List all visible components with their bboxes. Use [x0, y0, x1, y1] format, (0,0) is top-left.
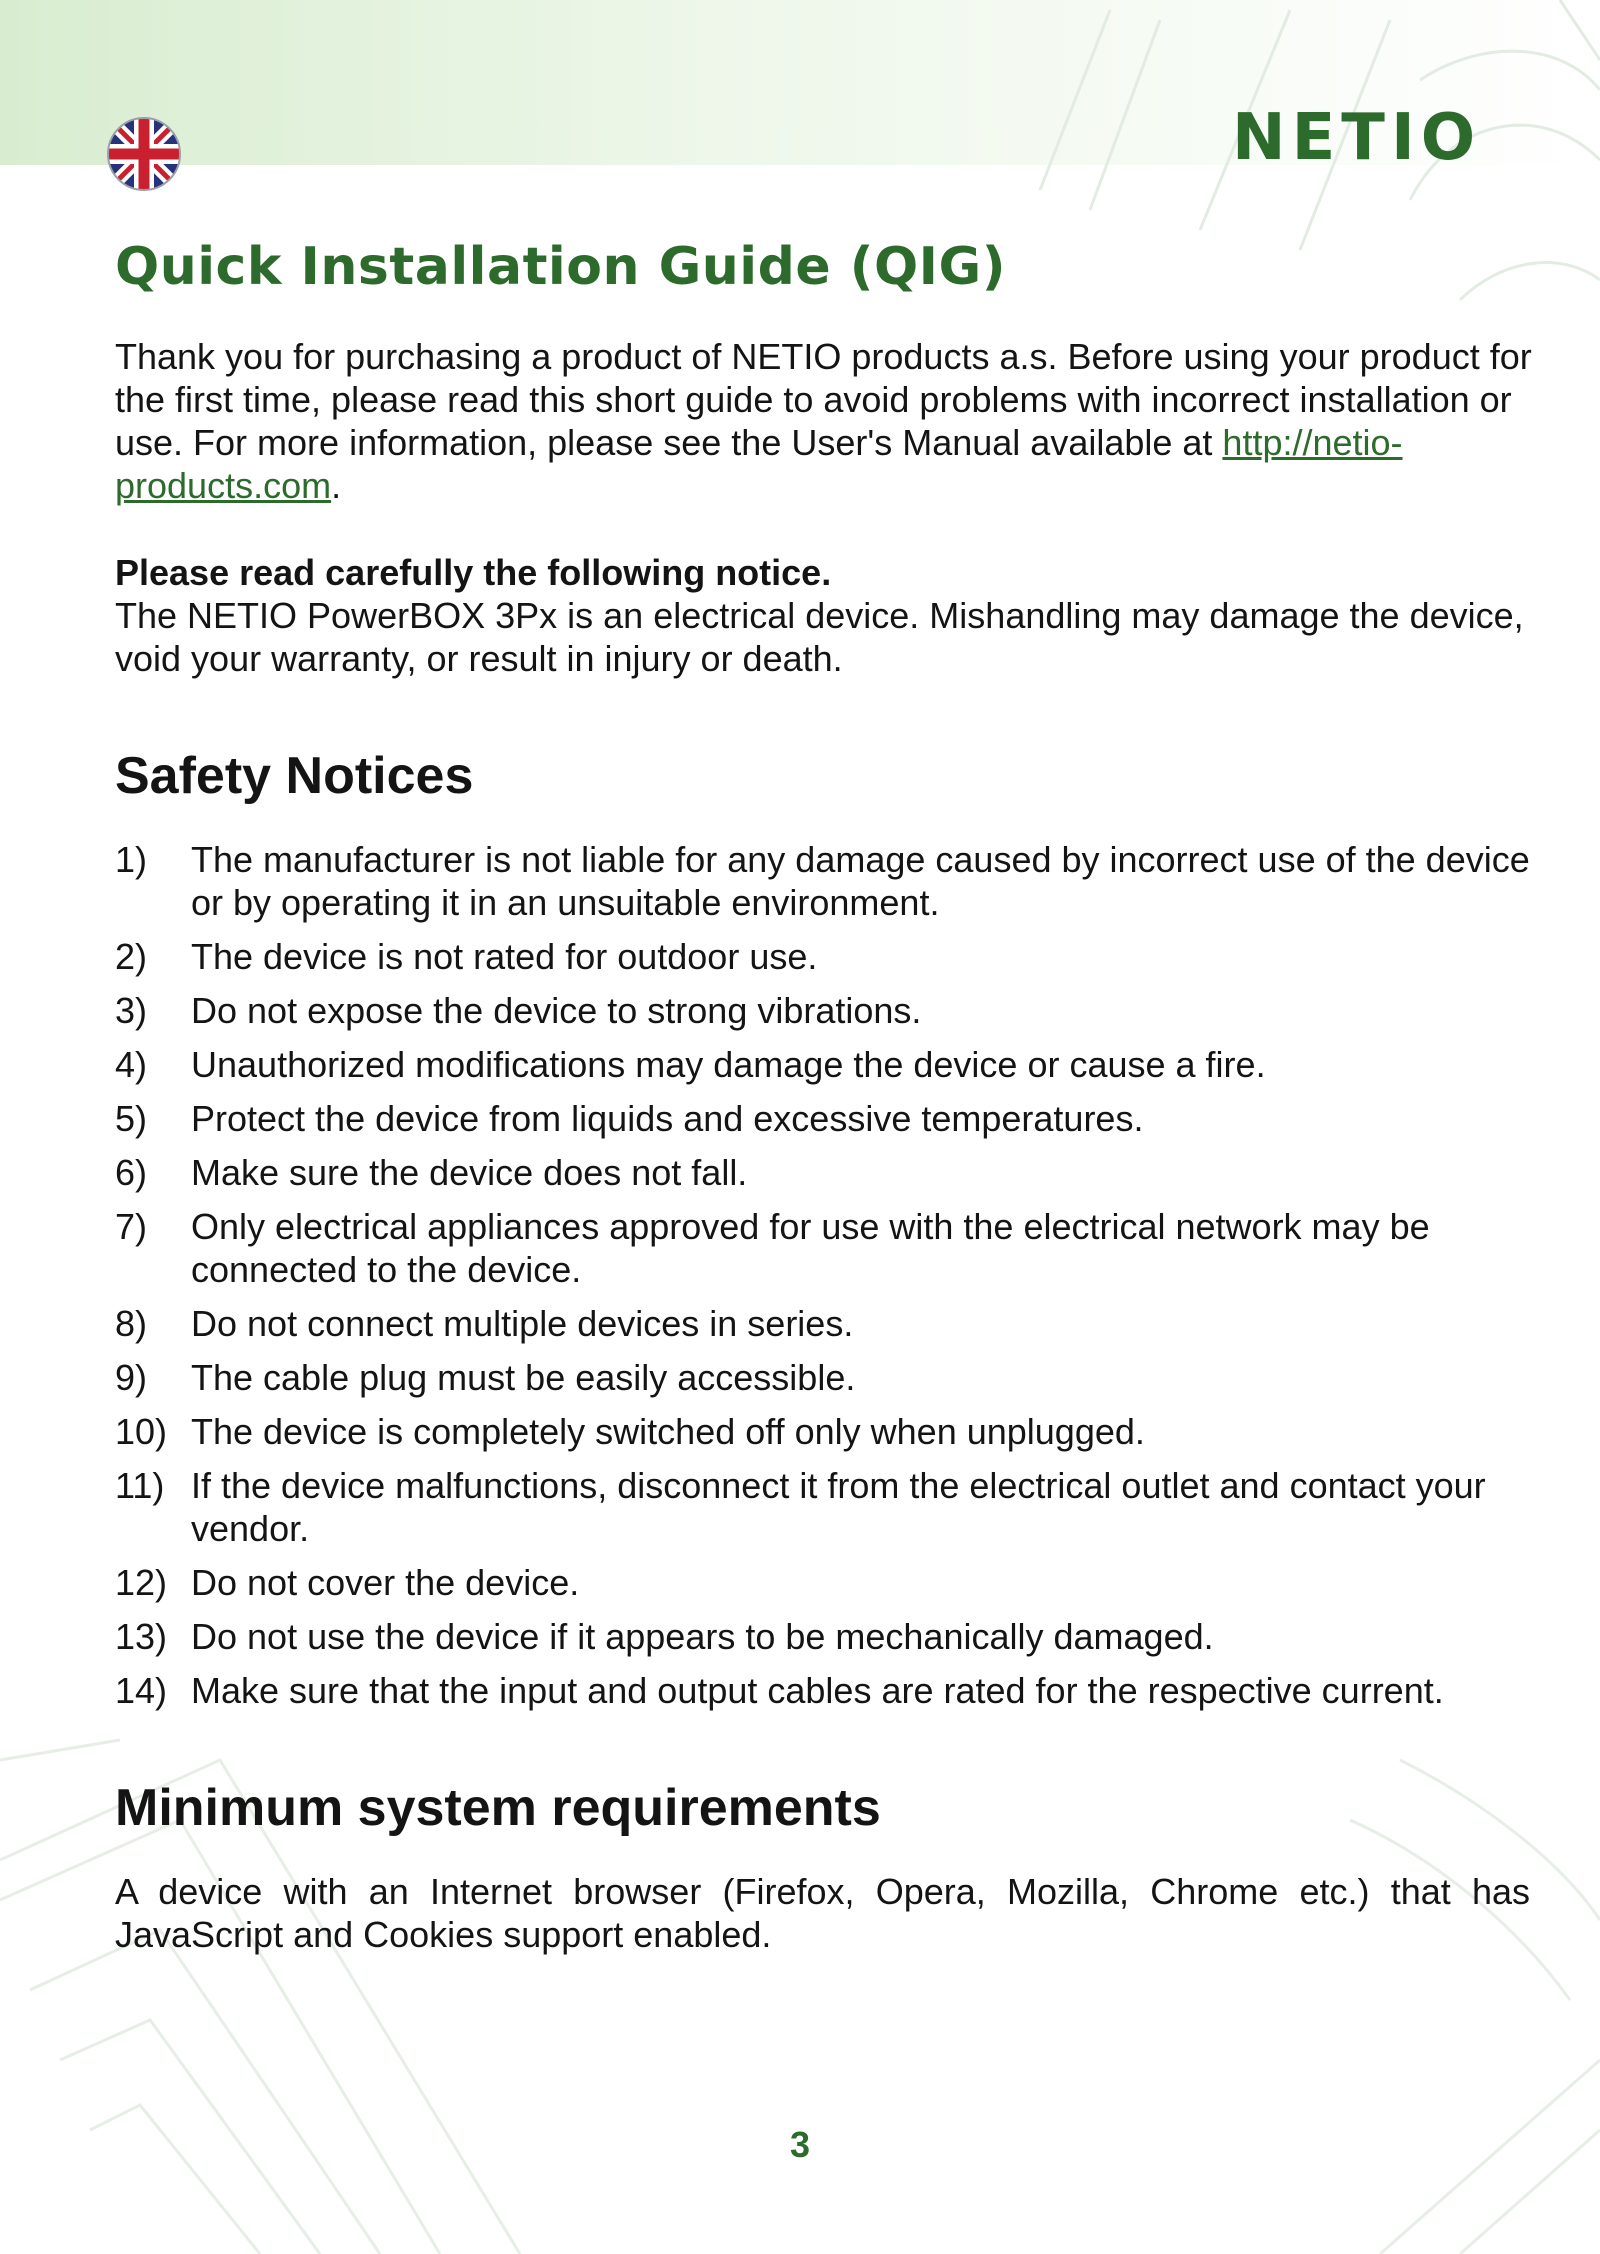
- item-number: 11): [115, 1465, 165, 1506]
- page-number: 3: [789, 2124, 811, 2165]
- list-item: [115, 1043, 1535, 1086]
- item-number: 6): [115, 1152, 148, 1193]
- item-number: 8): [115, 1303, 148, 1344]
- item-text: Make sure that the input and output cables are rated for the respective current.: [191, 1670, 1444, 1711]
- item-number: 4): [115, 1044, 148, 1085]
- item-text: The device is not rated for outdoor use.: [191, 936, 818, 977]
- item-text: Unauthorized modifications may damage the device or cause a fire.: [191, 1044, 1266, 1085]
- uk-flag-icon: [106, 116, 182, 192]
- safety-notices-title: Safety Notices: [115, 747, 474, 805]
- netio-logo: NETIO: [1232, 101, 1482, 175]
- intro-text: Thank you for purchasing a product of NETIO products a.s. Before using your product for the first time, please read this short guide to avoid problems with incorrect installation or use. For more information, please see the User's Manual available at: [115, 336, 1532, 463]
- list-item: [115, 1205, 1535, 1291]
- item-number: 9): [115, 1357, 148, 1398]
- item-text: Do not connect multiple devices in series.: [191, 1303, 854, 1344]
- item-number: 10): [115, 1411, 168, 1452]
- list-item: [115, 989, 1535, 1032]
- list-item: [115, 1356, 1535, 1399]
- item-text: Do not use the device if it appears to be mechanically damaged.: [191, 1616, 1214, 1657]
- page-title: Quick Installation Guide (QIG): [115, 237, 1006, 297]
- item-text: Make sure the device does not fall.: [191, 1152, 748, 1193]
- item-text: Do not cover the device.: [191, 1562, 580, 1603]
- item-text: The device is completely switched off only when unplugged.: [191, 1411, 1145, 1452]
- safety-list: [115, 838, 1535, 1723]
- item-number: 5): [115, 1098, 148, 1139]
- list-item: [115, 1302, 1535, 1345]
- system-requirements-body: A device with an Internet browser (Firefox, Opera, Mozilla, Chrome etc.) that has JavaScript and Cookies support enabled.: [115, 1871, 1530, 1955]
- item-text: If the device malfunctions, disconnect it from the electrical outlet and contact your vendor.: [191, 1465, 1486, 1549]
- manual-link[interactable]: http://netio-products.com: [115, 422, 1403, 506]
- item-number: 7): [115, 1206, 148, 1247]
- list-item: [115, 1464, 1535, 1550]
- item-number: 14): [115, 1670, 168, 1711]
- item-text: Protect the device from liquids and excessive temperatures.: [191, 1098, 1144, 1139]
- item-text: The manufacturer is not liable for any damage caused by incorrect use of the device or by operating it in an unsuitable environment.: [191, 839, 1530, 923]
- system-requirements-title: Minimum system requirements: [115, 1779, 881, 1837]
- notice-heading: Please read carefully the following notice.: [115, 552, 832, 593]
- item-number: 3): [115, 990, 148, 1031]
- item-text: Do not expose the device to strong vibrations.: [191, 990, 922, 1031]
- notice-body: The NETIO PowerBOX 3Px is an electrical device. Mishandling may damage the device, void your warranty, or result in injury or death.: [115, 595, 1524, 679]
- list-item: [115, 1615, 1535, 1658]
- list-item: [115, 838, 1535, 924]
- item-number: 1): [115, 839, 148, 880]
- item-text: Only electrical appliances approved for use with the electrical network may be connected to the device.: [191, 1206, 1430, 1290]
- item-text: The cable plug must be easily accessible.: [191, 1357, 856, 1398]
- item-number: 12): [115, 1562, 168, 1603]
- intro-paragraph: [115, 335, 1535, 507]
- list-item: [115, 1561, 1535, 1604]
- list-item: [115, 1669, 1535, 1712]
- item-number: 13): [115, 1616, 168, 1657]
- item-number: 2): [115, 936, 148, 977]
- list-item: [115, 1151, 1535, 1194]
- intro-text-end: .: [331, 465, 342, 506]
- list-item: [115, 935, 1535, 978]
- list-item: [115, 1410, 1535, 1453]
- list-item: [115, 1097, 1535, 1140]
